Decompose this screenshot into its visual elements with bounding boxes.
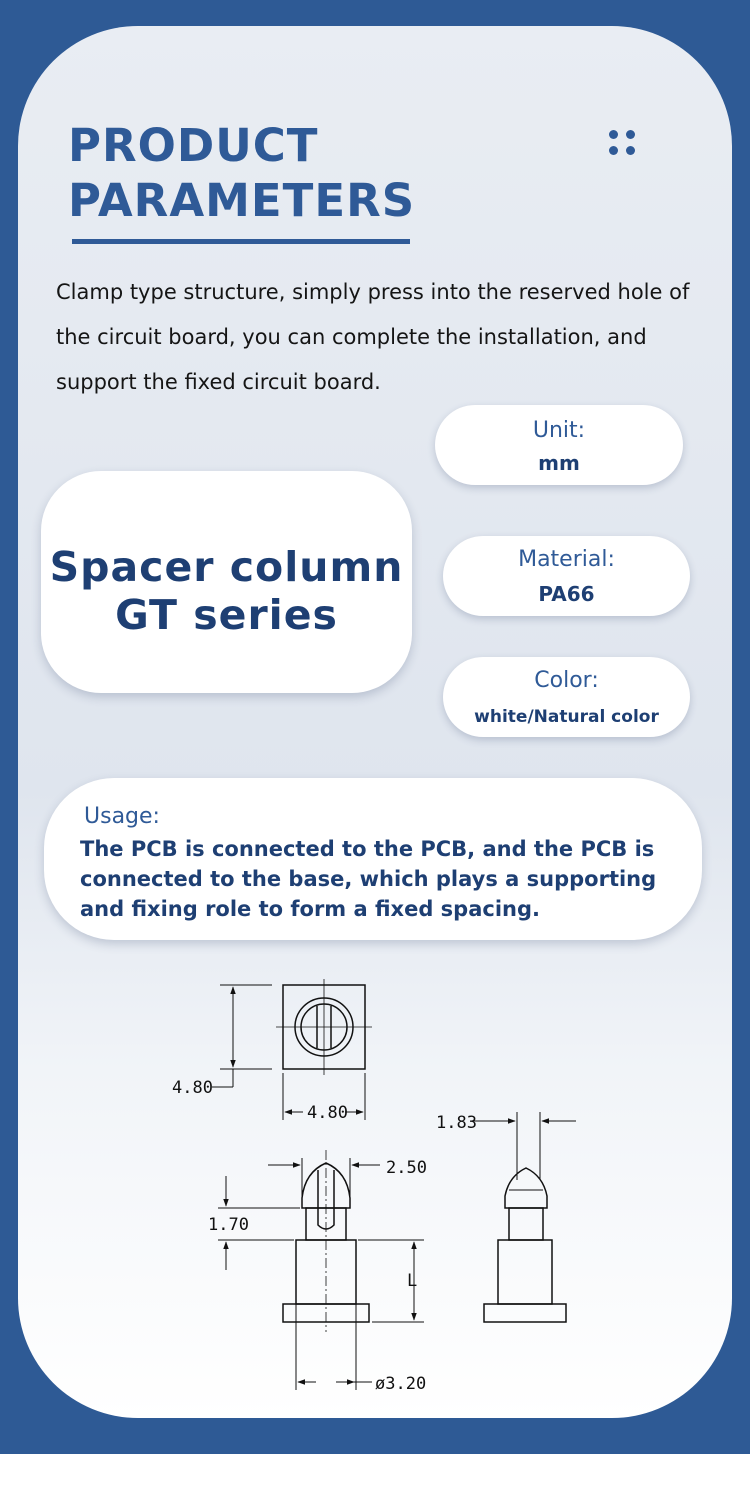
material-value: PA66 [538,582,595,606]
unit-value: mm [538,451,580,475]
dim-base-diameter: ø3.20 [375,1374,427,1394]
dim-head-width: 2.50 [386,1158,427,1178]
top-view [212,979,372,1120]
intro-text: Clamp type structure, simply press into the reserved hole of the circuit board, you can complete the installation, and support the fixed circuit board. [56,280,690,394]
front-view [218,1150,424,1390]
unit-label: Unit: [532,418,586,443]
dim-body-length: L [407,1271,418,1291]
side-view [472,1112,576,1322]
usage-text: The PCB is connected to the PCB, and the PCB is connected to the base, which plays a supporting and fixing role to form a fixed spacing. [80,837,657,921]
dim-top-width: 4.80 [307,1103,348,1123]
dim-top-height: 4.80 [172,1078,213,1098]
product-name-line-2: GT series [115,591,338,639]
title-line-2: PARAMETERS [68,174,416,227]
color-value: white/Natural color [474,707,659,727]
dim-side-tip-width: 1.83 [436,1113,477,1133]
color-label: Color: [534,668,599,693]
title-line-1: PRODUCT [68,119,319,172]
material-label: Material: [518,547,615,572]
product-name-line-1: Spacer column [49,543,404,591]
dim-clip-height: 1.70 [208,1215,249,1235]
usage-label: Usage: [84,804,160,829]
